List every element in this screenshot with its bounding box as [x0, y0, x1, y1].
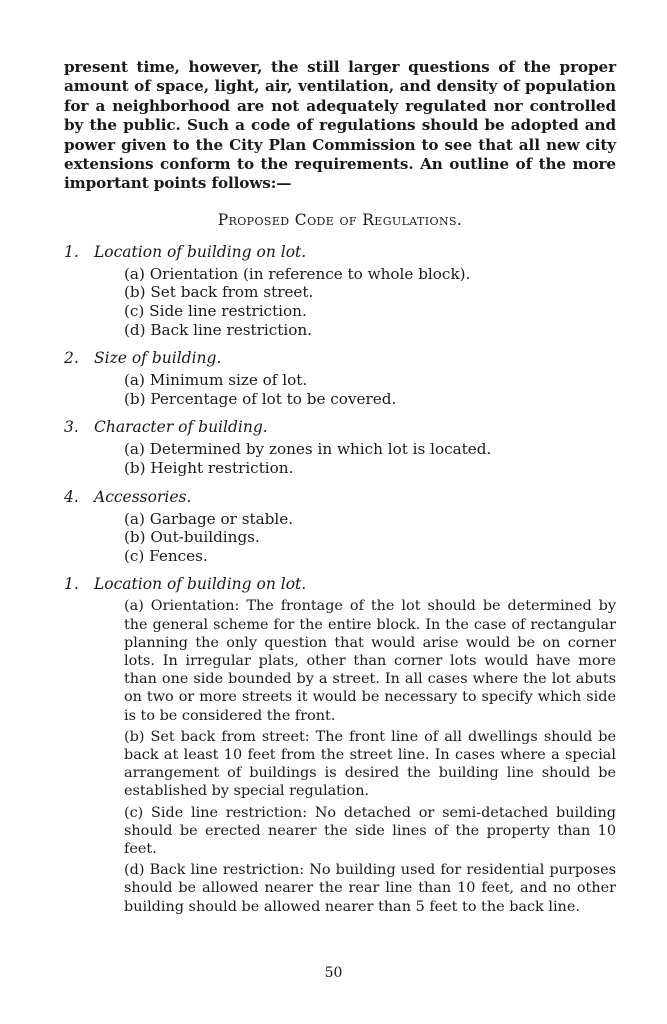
section-number: 4.: [64, 487, 79, 506]
outline-section-1: [64, 243, 616, 339]
list-item: (b) Out-buildings.: [124, 528, 260, 547]
list-item: (a) Orientation (in reference to whole block).: [124, 264, 471, 283]
detail-section: [64, 575, 616, 915]
detail-body: [124, 597, 616, 915]
outline-section-3: [64, 418, 616, 477]
section-number: 1.: [64, 575, 79, 594]
page-number: 50: [324, 965, 343, 981]
list-item: (d) Back line restriction.: [124, 320, 312, 339]
list-item: (b) Percentage of lot to be covered.: [124, 389, 397, 408]
section-heading: [64, 418, 616, 436]
page: [64, 58, 616, 919]
outline-section-2: [64, 349, 616, 408]
section-title: Size of building.: [94, 349, 222, 368]
section-number: 1.: [64, 242, 79, 261]
section-heading: [64, 488, 616, 506]
section-title: Location of building on lot.: [94, 575, 307, 594]
section-items: [124, 440, 616, 477]
section-number: 2.: [64, 349, 79, 368]
list-item: (a) Garbage or stable.: [124, 509, 294, 528]
section-title: Character of building.: [94, 418, 268, 437]
section-items: [124, 371, 616, 408]
section-heading: [64, 243, 616, 261]
detail-paragraph-side-line: (c) Side line restriction: No detached or semi-detached building should be erected nearer the side lines of the property than 10 feet.: [124, 804, 616, 858]
list-item: (a) Determined by zones in which lot is located.: [124, 440, 492, 459]
section-number: 3.: [64, 418, 79, 437]
section-title: Location of building on lot.: [94, 242, 307, 261]
list-item: (a) Minimum size of lot.: [124, 371, 308, 390]
detail-paragraph-orientation: (a) Orientation: The frontage of the lot should be determined by the general scheme for the entire block. In the case of rectangular planning the only question that would arise would be on corner lots. In irregular plats, other than corner lots would have more than one side bounded by a street. In all cases where the lot abuts on two or more streets it would be necessary to specify which side is to be considered the front.: [124, 598, 616, 724]
detail-paragraph-back-line: (d) Back line restriction: No building used for residential purposes should be allowed nearer the rear line than 10 feet, and no other building should be allowed nearer than 5 feet to the back line.: [124, 862, 616, 915]
detail-paragraph-set-back: (b) Set back from street: The front line of all dwellings should be back at least 10 feet from the street line. In cases where a special arrangement of buildings is desired the building line should be established by special regulation.: [124, 728, 616, 800]
list-item: (c) Side line restriction.: [124, 302, 307, 321]
intro-paragraph: present time, however, the still larger questions of the proper amount of space, light, air, ventilation, and density of population for a neighborhood are not adequately regulated nor controlled by the public. Such a code of regulations should be adopted and power given to the City Plan Commission to see that all new city extensions conform to the requirements. An outline of the more important points follows:—: [64, 58, 616, 193]
code-title: Proposed Code of Regulations.: [217, 210, 463, 229]
detail-heading: [64, 575, 616, 593]
section-title: Accessories.: [94, 487, 192, 506]
list-item: (b) Set back from street.: [124, 283, 314, 302]
section-items: [124, 510, 616, 566]
outline-section-4: [64, 488, 616, 566]
section-items: [124, 265, 616, 339]
list-item: (b) Height restriction.: [124, 459, 294, 477]
list-item: (c) Fences.: [124, 546, 208, 565]
section-heading: [64, 349, 616, 367]
